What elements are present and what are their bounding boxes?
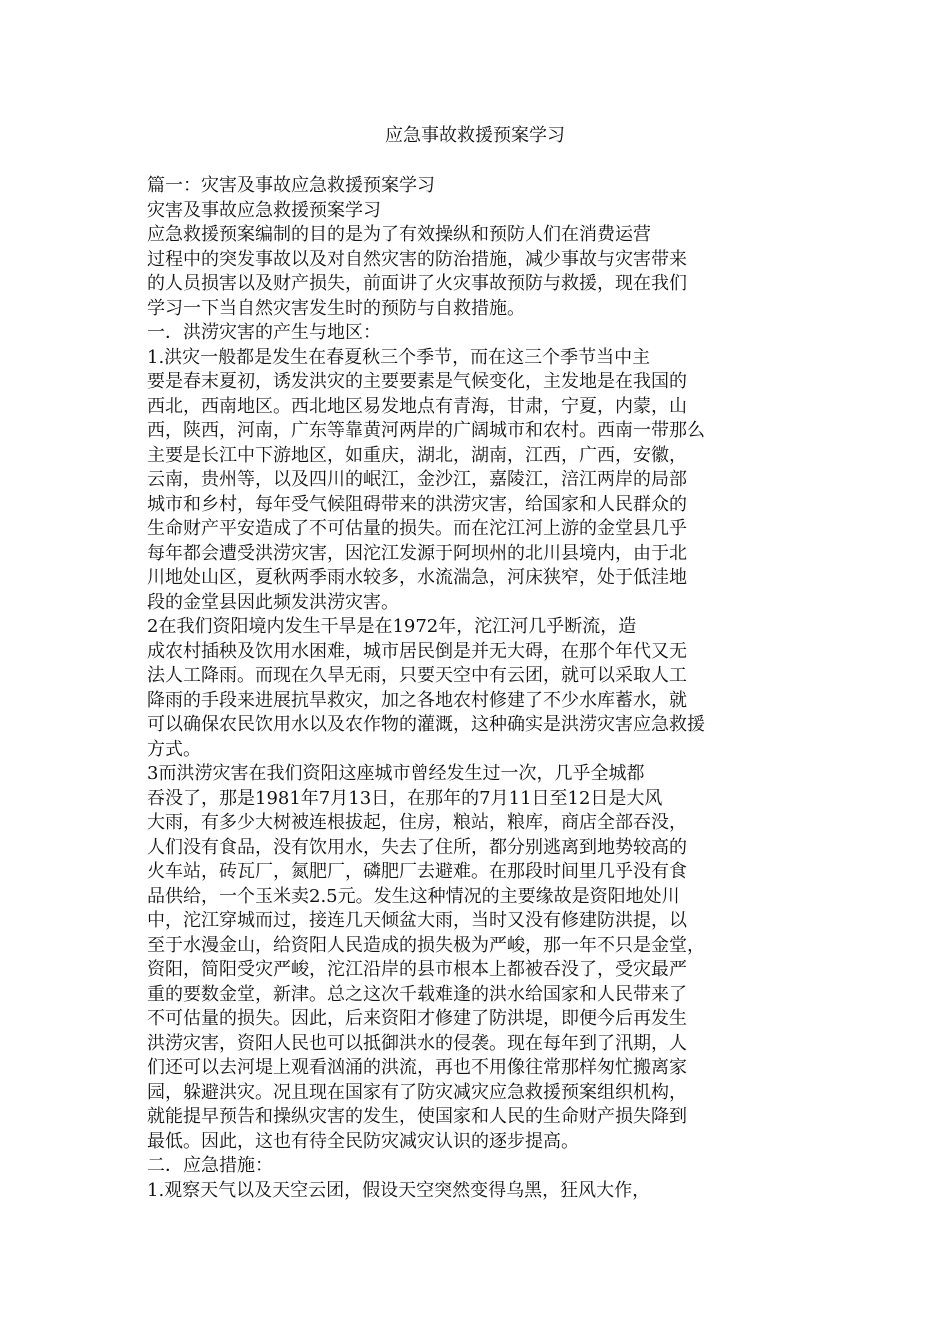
text-line: 城市和乡村，每年受气候阻碍带来的洪涝灾害，给国家和人民群众的	[147, 493, 687, 515]
text-line: 应急救援预案编制的目的是为了有效操纵和预防人们在消费运营	[147, 224, 651, 245]
text-line: 大雨，有多少大树被连根拔起，住房，粮站，粮库，商店全部吞没，	[147, 812, 687, 833]
document-body	[147, 174, 787, 1203]
text-line: 资阳，简阳受灾严峻，沱江沿岸的县市根本上都被吞没了，受灾最严	[147, 959, 687, 980]
text-line: 方式。	[147, 738, 201, 760]
text-line: 至于水漫金山，给资阳人民造成的损失极为严峻，那一年不只是金堂，	[147, 934, 705, 956]
text-line: 生命财产平安造成了不可估量的损失。而在沱江河上游的金堂县几乎	[147, 518, 687, 539]
text-line: 要是春末夏初，诱发洪灾的主要要素是气候变化，主发地是在我国的	[147, 371, 687, 392]
text-line: 的人员损害以及财产损失，前面讲了火灾事故预防与救援，现在我们	[147, 273, 687, 294]
text-line: 学习一下当自然灾害发生时的预防与自救措施。	[147, 297, 525, 319]
text-line: 主要是长江中下游地区，如重庆，湖北，湖南，江西，广西，安徽，	[147, 444, 687, 466]
text-line: 园，躲避洪灾。况且现在国家有了防灾减灾应急救援预案组织机构，	[147, 1081, 687, 1103]
text-line: 降雨的手段来进展抗旱救灾，加之各地农村修建了不少水库蓄水，就	[147, 689, 687, 711]
text-line: 洪涝灾害，资阳人民也可以抵御洪水的侵袭。现在每年到了汛期，人	[147, 1032, 687, 1054]
text-line: 人们没有食品，没有饮用水，失去了住所，都分别逃离到地势较高的	[147, 836, 687, 858]
text-line: 云南，贵州等，以及四川的岷江，金沙江，嘉陵江，涪江两岸的局部	[147, 469, 687, 490]
text-line: 成农村插秧及饮用水困难，城市居民倒是并无大碍，在那个年代又无	[147, 640, 687, 662]
text-line: 过程中的突发事故以及对自然灾害的防治措施，减少事故与灾害带来	[147, 248, 687, 270]
text-line: 篇一：灾害及事故应急救援预案学习	[147, 175, 435, 196]
text-line: 吞没了，那是1981年7月13日，在那年的7月11日至12日是大风	[147, 787, 663, 809]
text-line: 每年都会遭受洪涝灾害，因沱江发源于阿坝州的北川县境内，由于北	[147, 542, 687, 564]
text-line: 西北，西南地区。西北地区易发地点有青海，甘肃，宁夏，内蒙，山	[147, 395, 687, 417]
text-line: 川地处山区，夏秋两季雨水较多，水流湍急，河床狭窄，处于低洼地	[147, 567, 687, 588]
text-line: 重的要数金堂，新津。总之这次千载难逢的洪水给国家和人民带来了	[147, 983, 687, 1005]
text-line: 段的金堂县因此频发洪涝灾害。	[147, 591, 399, 613]
text-line: 最低。因此，这也有待全民防灾减灾认识的逐步提高。	[147, 1130, 579, 1152]
text-line: 3而洪涝灾害在我们资阳这座城市曾经发生过一次，几乎全城都	[147, 763, 645, 784]
text-line: 不可估量的损失。因此，后来资阳才修建了防洪堤，即便今后再发生	[147, 1008, 687, 1029]
text-line: 2在我们资阳境内发生干旱是在1972年，沱江河几乎断流，造	[147, 616, 637, 637]
text-line: 们还可以去河堤上观看汹涌的洪流，再也不用像往常那样匆忙搬离家	[147, 1057, 687, 1078]
text-line: 1.洪灾一般都是发生在春夏秋三个季节，而在这三个季节当中主	[147, 346, 651, 368]
text-line: 灾害及事故应急救援预案学习	[147, 199, 381, 221]
text-line: 就能提早预告和操纵灾害的发生，使国家和人民的生命财产损失降到	[147, 1106, 687, 1127]
text-line: 品供给，一个玉米卖2.5元。发生这种情况的主要缘故是资阳地处川	[147, 885, 680, 907]
text-line: 法人工降雨。而现在久旱无雨，只要天空中有云团，就可以采取人工	[147, 665, 687, 686]
text-line: 1.观察天气以及天空云团，假设天空突然变得乌黑，狂风大作，	[147, 1179, 651, 1201]
text-line: 中，沱江穿城而过，接连几天倾盆大雨，当时又没有修建防洪提，以	[147, 910, 687, 931]
text-line: 火车站，砖瓦厂，氮肥厂，磷肥厂去避难。在那段时间里几乎没有食	[147, 861, 687, 882]
text-line: 一．洪涝灾害的产生与地区：	[147, 322, 381, 343]
text-line: 可以确保农民饮用水以及农作物的灌溉，这种确实是洪涝灾害应急救援	[147, 714, 705, 735]
text-line: 西，陕西，河南，广东等靠黄河两岸的广阔城市和农村。西南一带那么	[147, 420, 705, 441]
document-title: 应急事故救援预案学习	[385, 125, 565, 146]
text-line: 二．应急措施：	[147, 1155, 273, 1176]
